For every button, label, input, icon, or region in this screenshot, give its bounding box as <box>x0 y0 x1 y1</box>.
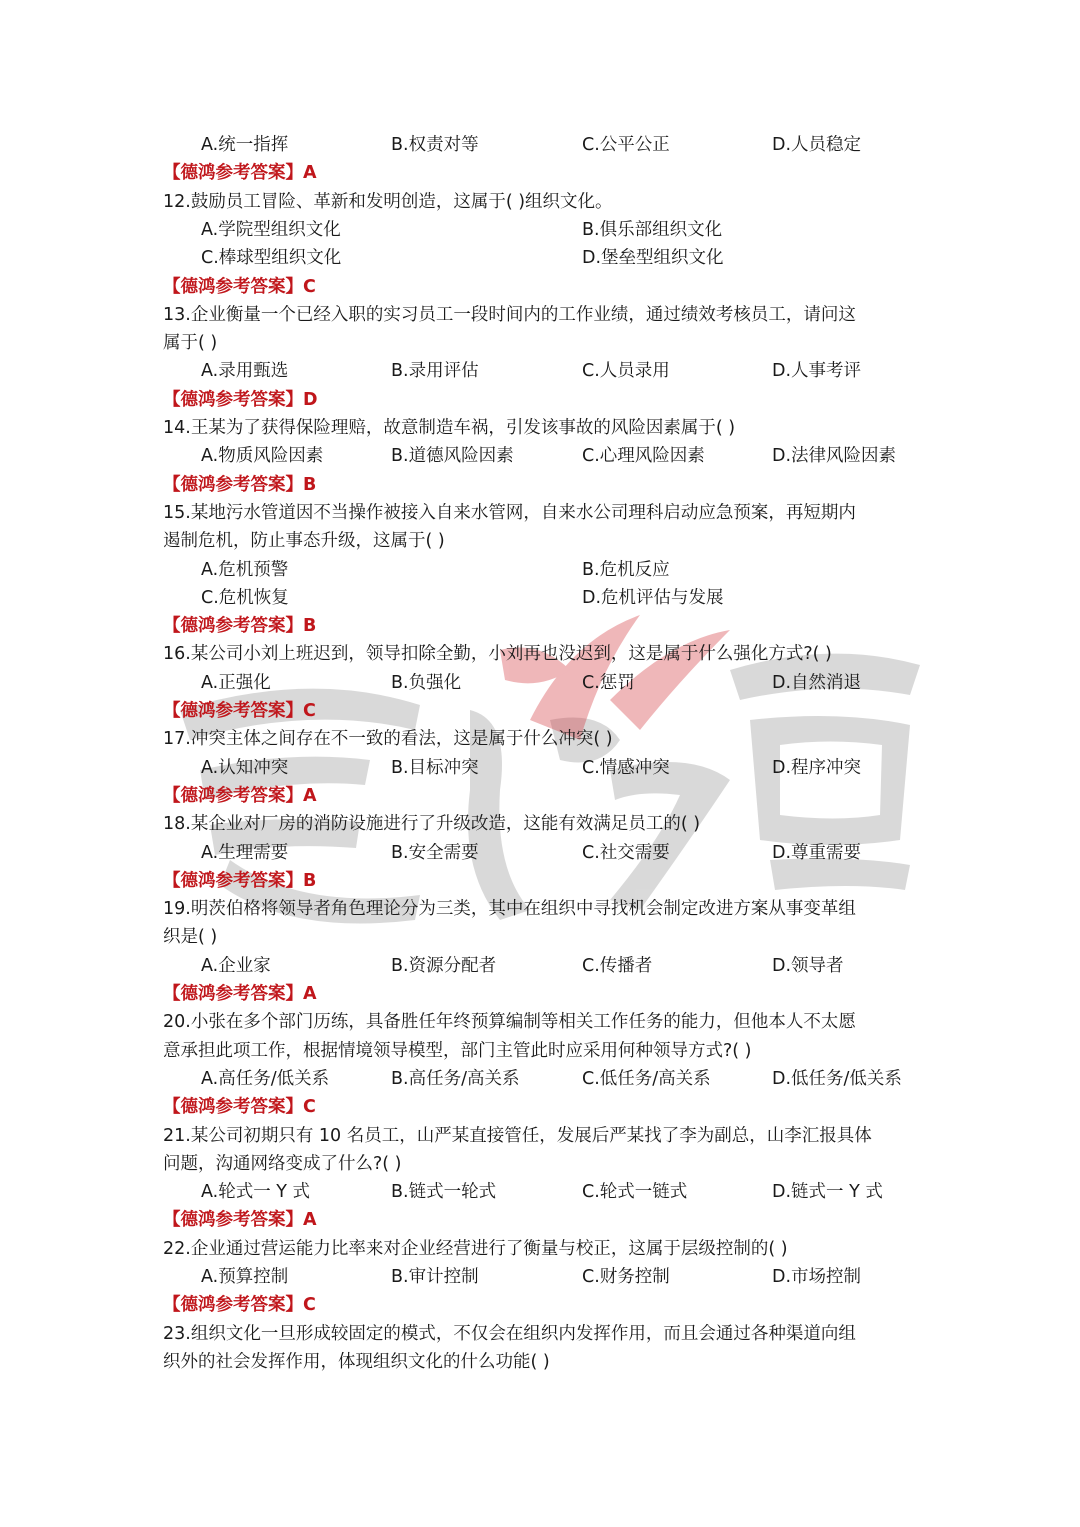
options-row <box>163 839 923 867</box>
option-a: A.生理需要 <box>201 843 289 863</box>
option-c: C.心理风险因素 <box>582 446 705 466</box>
answer-text: 【德鸿参考答案】B <box>163 871 317 891</box>
question-text: 15.某地污水管道因不当操作被接入自来水管网，自来水公司理科启动应急预案，再短期内 <box>163 503 856 523</box>
question-text: 21.某公司初期只有 10 名员工，山严某直接管任，发展后严某找了李为副总，山李汇报具体 <box>163 1126 872 1146</box>
question-text: 织外的社会发挥作用，体现组织文化的什么功能( ) <box>163 1352 550 1372</box>
question-text: 14.王某为了获得保险理赔，故意制造车祸，引发该事故的风险因素属于( ) <box>163 418 736 438</box>
answer-line <box>163 471 923 499</box>
option-a: A.企业家 <box>201 956 271 976</box>
options-row <box>163 1178 923 1206</box>
options-row <box>163 754 923 782</box>
question-text: 12.鼓励员工冒险、革新和发明创造，这属于( )组织文化。 <box>163 192 613 212</box>
answer-line <box>163 273 923 301</box>
option-b: B.审计控制 <box>391 1267 479 1287</box>
option-c: C.低任务/高关系 <box>582 1069 711 1089</box>
question-text: 22.企业通过营运能力比率来对企业经营进行了衡量与校正，这属于层级控制的( ) <box>163 1239 788 1259</box>
options-row <box>163 357 923 385</box>
answer-text: 【德鸿参考答案】A <box>163 163 317 183</box>
option-d: D.低任务/低关系 <box>772 1069 902 1089</box>
option-d: D.链式一 Y 式 <box>772 1182 883 1202</box>
options-row <box>163 556 923 584</box>
question-text: 织是( ) <box>163 927 218 947</box>
answer-line <box>163 867 923 895</box>
option-d: D.堡垒型组织文化 <box>582 248 724 268</box>
option-a: A.危机预警 <box>201 560 289 580</box>
option-b: B.危机反应 <box>582 560 670 580</box>
option-d: D.程序冲突 <box>772 758 862 778</box>
option-a: A.物质风险因素 <box>201 446 324 466</box>
answer-text: 【德鸿参考答案】D <box>163 390 318 410</box>
option-c: C.情感冲突 <box>582 758 670 778</box>
answer-text: 【德鸿参考答案】A <box>163 786 317 806</box>
options-row <box>163 131 923 159</box>
option-d: D.人员稳定 <box>772 135 862 155</box>
answer-text: 【德鸿参考答案】B <box>163 475 317 495</box>
answer-line <box>163 1206 923 1234</box>
question-text: 问题，沟通网络变成了什么?( ) <box>163 1154 402 1174</box>
question-text: 17.冲突主体之间存在不一致的看法，这是属于什么冲突( ) <box>163 729 613 749</box>
question-text: 属于( ) <box>163 333 218 353</box>
option-c: C.棒球型组织文化 <box>201 248 342 268</box>
answer-line <box>163 782 923 810</box>
answer-text: 【德鸿参考答案】C <box>163 701 316 721</box>
answer-text: 【德鸿参考答案】A <box>163 984 317 1004</box>
options-row <box>163 1065 923 1093</box>
option-b: B.高任务/高关系 <box>391 1069 520 1089</box>
option-a: A.预算控制 <box>201 1267 289 1287</box>
option-c: C.危机恢复 <box>201 588 289 608</box>
option-c: C.传播者 <box>582 956 653 976</box>
option-b: B.资源分配者 <box>391 956 497 976</box>
answer-text: 【德鸿参考答案】C <box>163 277 316 297</box>
option-b: B.目标冲突 <box>391 758 479 778</box>
answer-line <box>163 612 923 640</box>
option-d: D.法律风险因素 <box>772 446 897 466</box>
question-text: 遏制危机，防止事态升级，这属于( ) <box>163 531 445 551</box>
option-d: D.市场控制 <box>772 1267 862 1287</box>
answer-text: 【德鸿参考答案】C <box>163 1097 316 1117</box>
answer-text: 【德鸿参考答案】B <box>163 616 317 636</box>
option-a: A.正强化 <box>201 673 271 693</box>
option-d: D.尊重需要 <box>772 843 862 863</box>
option-d: D.领导者 <box>772 956 844 976</box>
option-a: A.认知冲突 <box>201 758 289 778</box>
option-c: C.人员录用 <box>582 361 670 381</box>
option-c: C.惩罚 <box>582 673 635 693</box>
question-text: 13.企业衡量一个已经入职的实习员工一段时间内的工作业绩，通过绩效考核员工，请问这 <box>163 305 856 325</box>
option-b: B.道德风险因素 <box>391 446 514 466</box>
answer-text: 【德鸿参考答案】A <box>163 1210 317 1230</box>
option-d: D.自然消退 <box>772 673 862 693</box>
option-a: A.轮式一 Y 式 <box>201 1182 311 1202</box>
answer-line <box>163 697 923 725</box>
option-d: D.人事考评 <box>772 361 862 381</box>
answer-line <box>163 1291 923 1319</box>
option-b: B.链式一轮式 <box>391 1182 497 1202</box>
answer-line <box>163 386 923 414</box>
option-c: C.轮式一链式 <box>582 1182 688 1202</box>
answer-line <box>163 1093 923 1121</box>
question-text: 19.明茨伯格将领导者角色理论分为三类，其中在组织中寻找机会制定改进方案从事变革组 <box>163 899 856 919</box>
answer-text: 【德鸿参考答案】C <box>163 1295 316 1315</box>
option-b: B.俱乐部组织文化 <box>582 220 723 240</box>
option-c: C.社交需要 <box>582 843 670 863</box>
option-a: A.学院型组织文化 <box>201 220 341 240</box>
answer-line <box>163 159 923 187</box>
option-b: B.录用评估 <box>391 361 479 381</box>
options-row <box>163 952 923 980</box>
options-row <box>163 442 923 470</box>
option-c: C.财务控制 <box>582 1267 670 1287</box>
option-b: B.安全需要 <box>391 843 479 863</box>
question-text: 意承担此项工作，根据情境领导模型，部门主管此时应采用何种领导方式?( ) <box>163 1041 752 1061</box>
option-a: A.高任务/低关系 <box>201 1069 330 1089</box>
question-text: 23.组织文化一旦形成较固定的模式，不仅会在组织内发挥作用，而且会通过各种渠道向组 <box>163 1324 856 1344</box>
options-row <box>163 216 923 244</box>
option-a: A.统一指挥 <box>201 135 289 155</box>
option-c: C.公平公正 <box>582 135 670 155</box>
option-d: D.危机评估与发展 <box>582 588 724 608</box>
answer-line <box>163 980 923 1008</box>
options-row <box>163 669 923 697</box>
option-b: B.负强化 <box>391 673 462 693</box>
options-row <box>163 1263 923 1291</box>
question-text: 16.某公司小刘上班迟到，领导扣除全勤，小刘再也没迟到，这是属于什么强化方式?( ) <box>163 644 832 664</box>
option-b: B.权责对等 <box>391 135 479 155</box>
options-row <box>163 584 923 612</box>
question-text: 18.某企业对厂房的消防设施进行了升级改造，这能有效满足员工的( ) <box>163 814 701 834</box>
options-row <box>163 244 923 272</box>
option-a: A.录用甄选 <box>201 361 289 381</box>
question-text: 20.小张在多个部门历练，具备胜任年终预算编制等相关工作任务的能力，但他本人不太愿 <box>163 1012 856 1032</box>
